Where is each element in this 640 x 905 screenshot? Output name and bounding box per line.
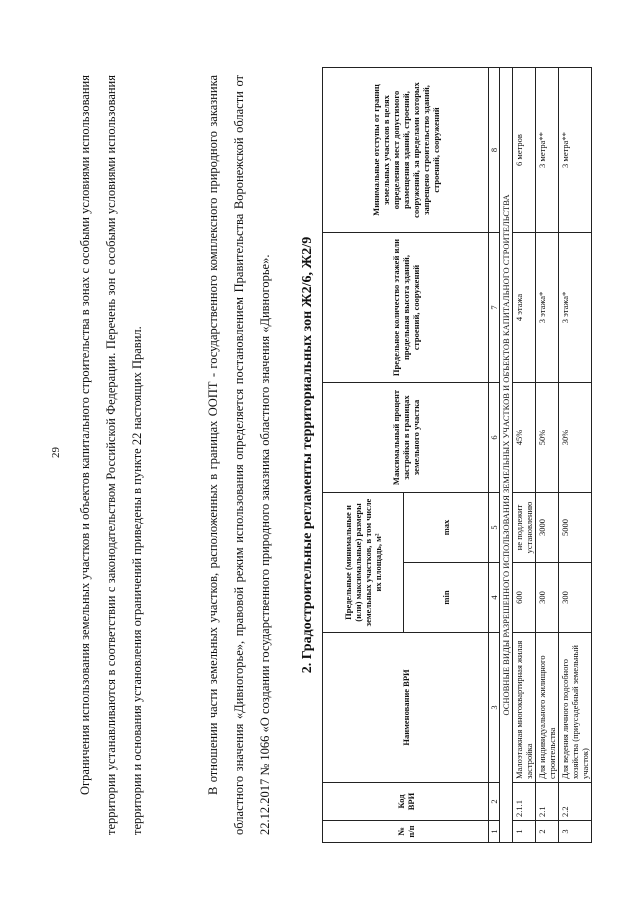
cell-no: 1 (513, 821, 536, 843)
cell-setback: 6 метров (513, 68, 536, 233)
table-row (513, 68, 536, 843)
column-number: 8 (489, 68, 500, 233)
cell-percent: 30% (559, 383, 592, 493)
column-number: 3 (489, 633, 500, 783)
column-number: 1 (489, 821, 500, 843)
table-header-row (323, 68, 404, 843)
cell-max: 3000 (536, 493, 559, 563)
page-number: 29 (50, 447, 62, 458)
section-title: ОСНОВНЫЕ ВИДЫ РАЗРЕШЕННОГО ИСПОЛЬЗОВАНИЯ ЗЕМЕЛЬНЫХ УЧАСТКОВ И ОБЪЕКТОВ КАПИТАЛЬНОГО СТРОИТЕЛЬСТВА (500, 68, 513, 843)
cell-max: не подлежит установлению (513, 493, 536, 563)
column-number: 2 (489, 783, 500, 821)
cell-code: 2.1 (536, 783, 559, 821)
cell-name: Для ведения личного подсобного хозяйства (приусадебный земельный участок) (559, 633, 592, 783)
header-name: Наименование ВРИ (323, 633, 489, 783)
table-row (559, 68, 592, 843)
cell-min: 600 (513, 563, 536, 633)
cell-setback: 3 метра** (559, 68, 592, 233)
header-max: max (404, 493, 489, 563)
header-size: Предельные (минимальные и (или) максимальные) размеры земельных участков, в том числе их площадь, м² (323, 493, 404, 633)
header-no: № п/п (323, 821, 489, 843)
cell-percent: 50% (536, 383, 559, 493)
column-number: 7 (489, 233, 500, 383)
column-number-row (489, 68, 500, 843)
paragraph-protected-area: В отношении части земельных участков, расположенных в границах ООПТ - государственного комплексного природного заказника областного значения «Дивногорье», правовой режим использования определяется постановлением Правительства Воронежской области от 22.12.2017 № 1066 «О создании государственного природного заказника областного значения «Дивногорье». (206, 75, 272, 835)
header-min: min (404, 563, 489, 633)
header-floors: Предельное количество этажей или предельная высота зданий, строений, сооружений (323, 233, 489, 383)
cell-setback: 3 метра** (536, 68, 559, 233)
cell-percent: 45% (513, 383, 536, 493)
paragraph-restrictions: Ограничения использования земельных участков и объектов капитального строительства в зонах с особыми условиями использования территории устанавливаются в соответствии с законодательством Российской Федерации. Перечень зон с особыми условиями использования территории и основания установления ограничений приведены в пункте 22 настоящих Правил. (78, 75, 144, 835)
cell-floors: 4 этажа (513, 233, 536, 383)
header-code: Код ВРИ (323, 783, 489, 821)
cell-min: 300 (559, 563, 592, 633)
cell-code: 2.2 (559, 783, 592, 821)
cell-code: 2.1.1 (513, 783, 536, 821)
cell-floors: 3 этажа* (559, 233, 592, 383)
cell-name: Малоэтажная многоквартирная жилая застройка (513, 633, 536, 783)
cell-min: 300 (536, 563, 559, 633)
header-percent: Максимальный процент застройки в границах земельного участка (323, 383, 489, 493)
regulations-table (322, 67, 592, 843)
header-setback: Минимальные отступы от границ земельных участков в целях определения мест допустимого размещения зданий, строений, сооружений, за пределами которых запрещено строительство зданий, строений, сооружений (323, 68, 489, 233)
column-number: 6 (489, 383, 500, 493)
cell-max: 5000 (559, 493, 592, 563)
cell-no: 3 (559, 821, 592, 843)
cell-no: 2 (536, 821, 559, 843)
table-row (536, 68, 559, 843)
column-number: 5 (489, 493, 500, 563)
section-heading: 2. Градостроительные регламенты территориальных зон Ж2/6, Ж2/9 (300, 236, 315, 674)
section-title-row (500, 68, 513, 843)
cell-name: Для индивидуального жилищного строительства (536, 633, 559, 783)
column-number: 4 (489, 563, 500, 633)
cell-floors: 3 этажа* (536, 233, 559, 383)
